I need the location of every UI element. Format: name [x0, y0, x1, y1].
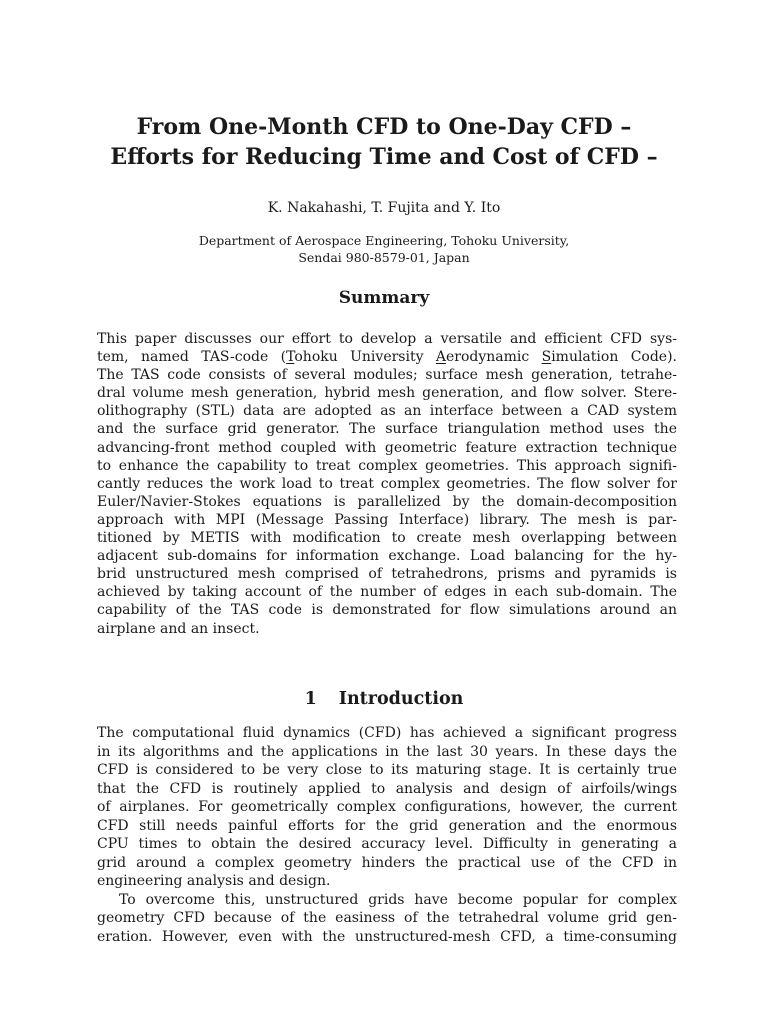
title-line-2: Efforts for Reducing Time and Cost of CFD – [110, 144, 658, 170]
intro-line: CPU times to obtain the desired accuracy level. Difficulty in generating a [97, 836, 677, 852]
intro-line: in its algorithms and the applications in the last 30 years. In these days the [97, 743, 677, 760]
summary-line: brid unstructured mesh comprised of tetrahedrons, prisms and pyramids is [97, 566, 677, 583]
summary-line: This paper discusses our effort to develop a versatile and efficient CFD sys- [97, 331, 677, 347]
summary-line: dral volume mesh generation, hybrid mesh generation, and flow solver. Stere- [97, 385, 677, 402]
affiliation-line-1: Department of Aerospace Engineering, Tohoku University, [198, 233, 570, 248]
intro-line: engineering analysis and design. [97, 873, 331, 889]
acronym-letter-a: A [435, 349, 446, 366]
summary-line [97, 348, 677, 366]
summary-heading: Summary [338, 288, 430, 308]
section-number: 1 [304, 689, 317, 709]
introduction-body [97, 724, 677, 946]
summary-line: titioned by METIS with modification to create mesh overlapping between [97, 530, 677, 547]
intro-line: grid around a complex geometry hinders the practical use of the CFD in [97, 854, 677, 871]
summary-line: and the surface grid generator. The surface triangulation method uses the [97, 421, 677, 438]
acronym-letter-t: T [286, 349, 295, 366]
paper-title [0, 112, 768, 172]
section-title: Introduction [338, 689, 464, 709]
intro-line: eration. However, even with the unstructured-mesh CFD, a time-consuming [97, 928, 677, 945]
summary-line: advancing-front method coupled with geometric feature extraction technique [97, 439, 677, 456]
author-list: K. Nakahashi, T. Fujita and Y. Ito [267, 200, 501, 216]
summary-line: capability of the TAS code is demonstrated for flow simulations around an [97, 602, 677, 619]
intro-line: To overcome this, unstructured grids have become popular for complex [119, 891, 677, 908]
summary-text: erodynamic [445, 349, 542, 366]
summary-line: airplane and an insect. [97, 620, 260, 637]
intro-line: CFD is considered to be very close to its maturing stage. It is certainly true [97, 762, 677, 778]
summary-line: olithography (STL) data are adopted as an interface between a CAD system [97, 403, 677, 420]
intro-line: geometry CFD because of the easiness of the tetrahedral volume grid gen- [97, 910, 677, 926]
acronym-letter-s: S [541, 349, 552, 366]
affiliation [0, 232, 768, 266]
intro-line: The computational fluid dynamics (CFD) has achieved a significant progress [97, 725, 677, 741]
summary-line: Euler/Navier-Stokes equations is parallelized by the domain-decomposition [97, 493, 677, 510]
summary-text: ohoku University [294, 349, 436, 366]
summary-text: imulation Code). [551, 349, 677, 366]
summary-line: approach with MPI (Message Passing Interface) library. The mesh is par- [97, 511, 677, 528]
intro-line: CFD still needs painful efforts for the grid generation and the enormous [97, 817, 677, 834]
affiliation-line-2: Sendai 980-8579-01, Japan [298, 250, 470, 265]
summary-body [97, 330, 677, 638]
intro-line: that the CFD is routinely applied to analysis and design of airfoils/wings [97, 780, 677, 797]
intro-line: of airplanes. For geometrically complex configurations, however, the current [97, 799, 677, 815]
title-line-1: From One-Month CFD to One-Day CFD – [136, 114, 632, 140]
summary-line: cantly reduces the work load to treat complex geometries. The flow solver for [97, 475, 677, 492]
summary-line: achieved by taking account of the number of edges in each sub-domain. The [97, 584, 677, 601]
summary-text: tem, named TAS-code ( [97, 349, 287, 366]
section-heading-introduction [0, 687, 768, 711]
summary-line: The TAS code consists of several modules; surface mesh generation, tetrahe- [97, 367, 677, 384]
summary-line: adjacent sub-domains for information exchange. Load balancing for the hy- [97, 548, 677, 565]
summary-line: to enhance the capability to treat complex geometries. This approach signifi- [97, 457, 677, 474]
